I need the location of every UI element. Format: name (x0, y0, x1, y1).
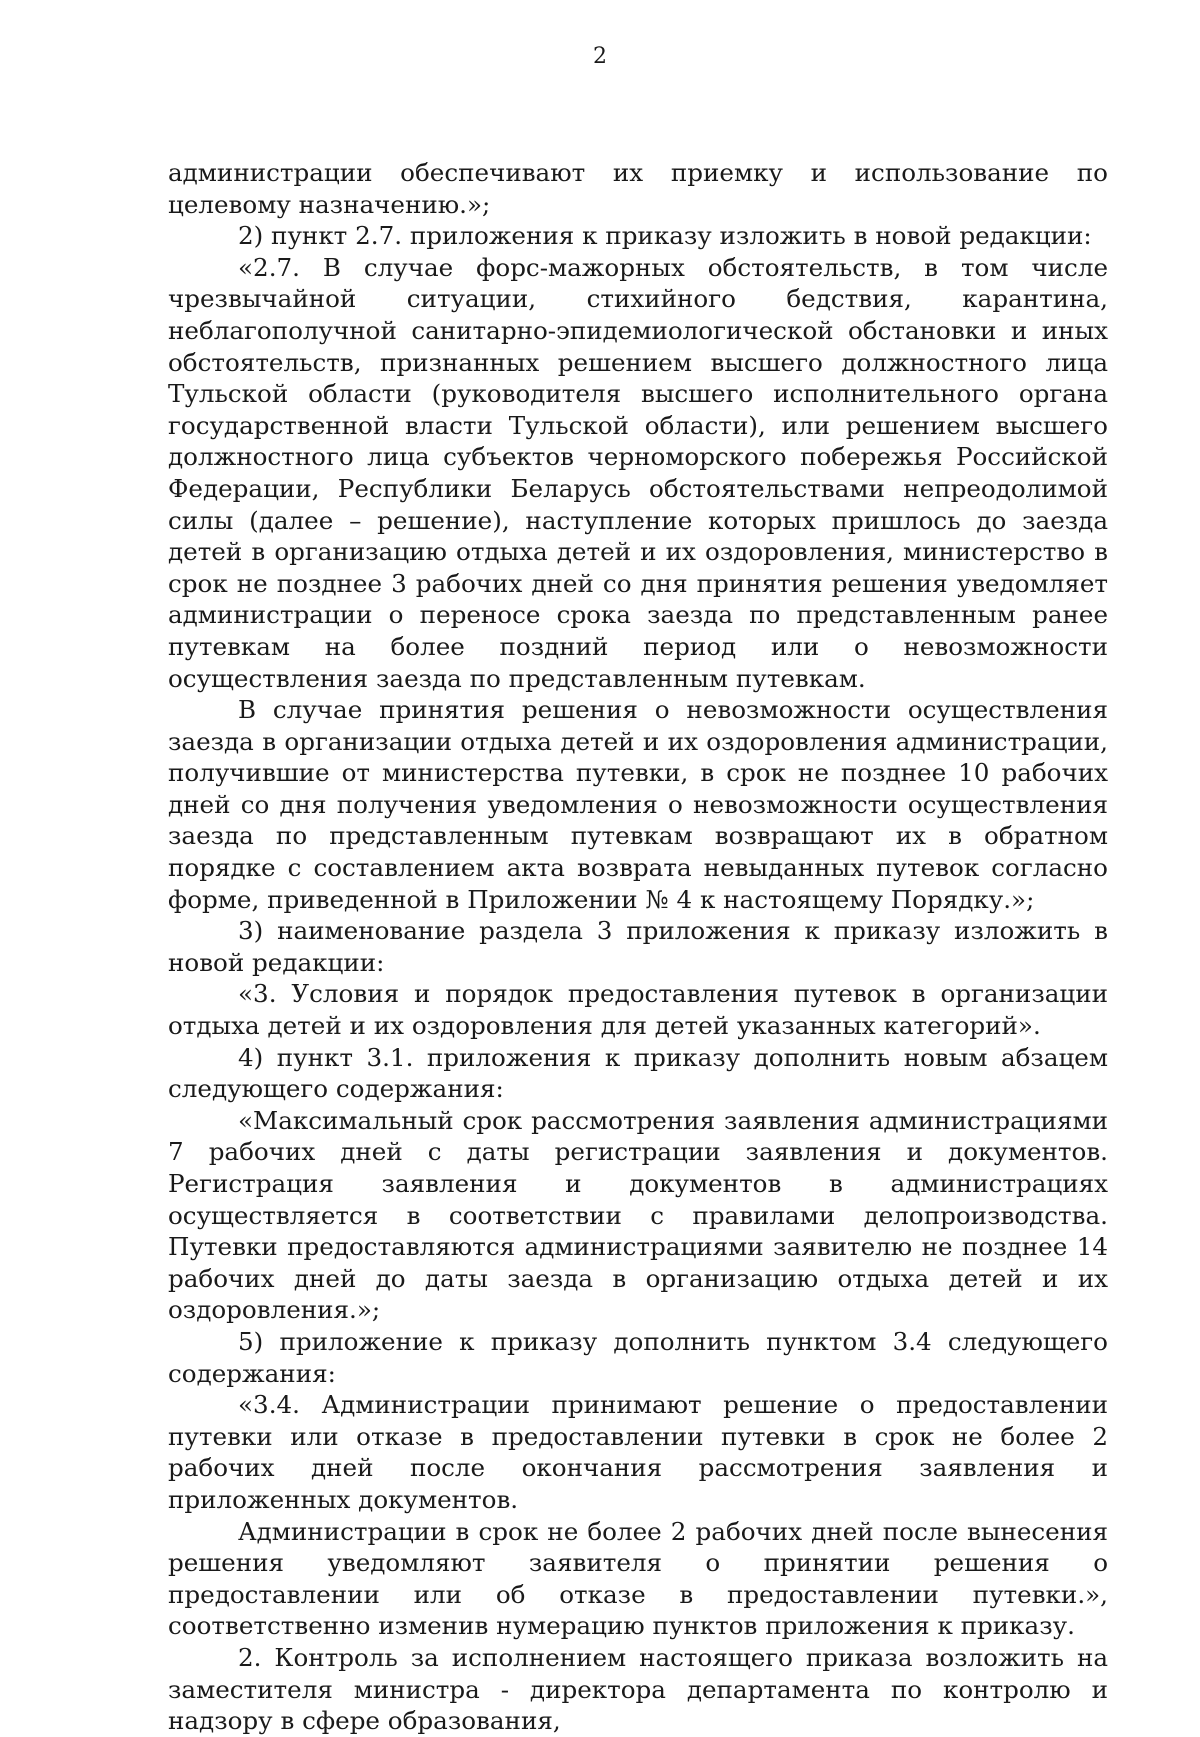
paragraph-11: Администрации в срок не более 2 рабочих дней после вынесения решения уведомляют заявителя о принятии решения о предоставлении или об отказе в предоставлении путевки.», соответственно изменив нумерацию пунктов приложения к приказу. (168, 1516, 1108, 1641)
paragraph-9: 5) приложение к приказу дополнить пунктом 3.4 следующего содержания: (168, 1326, 1108, 1388)
paragraph-7: 4) пункт 3.1. приложения к приказу дополнить новым абзацем следующего содержания: (168, 1042, 1108, 1104)
paragraph-12: 2. Контроль за исполнением настоящего приказа возложить на заместителя министра - директора департамента по контролю и надзору в сфере образования, (168, 1642, 1108, 1736)
page-number: 2 (593, 44, 607, 69)
paragraph-6: «3. Условия и порядок предоставления путевок в организации отдыха детей и их оздоровления для детей указанных категорий». (168, 979, 1108, 1041)
paragraph-1: администрации обеспечивают их приемку и использование по целевому назначению.»; (168, 158, 1108, 219)
paragraph-8: «Максимальный срок рассмотрения заявления администрациями 7 рабочих дней с даты регистрации заявления и документов. Регистрация заявления и документов в администрациях осуществляется в соответствии с правилами делопроизводства. Путевки предоставляются администрациями заявителю не позднее 14 рабочих дней до даты заезда в организацию отдыха детей и их оздоровления.»; (168, 1105, 1108, 1325)
paragraph-3: «2.7. В случае форс-мажорных обстоятельств, в том числе чрезвычайной ситуации, стихийного бедствия, карантина, неблагополучной санитарно-эпидемиологической обстановки и иных обстоятельств, признанных решением высшего должностного лица Тульской области (руководителя высшего исполнительного органа государственной власти Тульской области), или решением высшего должностного лица субъектов черноморского побережья Российской Федерации, Республики Беларусь обстоятельствами непреодолимой силы (далее – решение), наступление которых пришлось до заезда детей в организацию отдыха детей и их оздоровления, министерство в срок не позднее 3 рабочих дней со дня принятия решения уведомляет администрации о переносе срока заезда по представленным ранее путевкам на более поздний период или о невозможности осуществления заезда по представленным путевкам. (168, 252, 1108, 693)
paragraph-4: В случае принятия решения о невозможности осуществления заезда в организации отдыха детей и их оздоровления администрации, получившие от министерства путевки, в срок не позднее 10 рабочих дней со дня получения уведомления о невозможности осуществления заезда по представленным путевкам возвращают их в обратном порядке с составлением акта возврата невыданных путевок согласно форме, приведенной в Приложении № 4 к настоящему Порядку.»; (168, 695, 1108, 914)
paragraph-2: 2) пункт 2.7. приложения к приказу изложить в новой редакции: (238, 221, 1092, 251)
paragraph-10: «3.4. Администрации принимают решение о предоставлении путевки или отказе в предоставлении путевки в срок не более 2 рабочих дней после окончания рассмотрения заявления и приложенных документов. (168, 1390, 1108, 1514)
document-body (168, 157, 1108, 1737)
paragraph-5: 3) наименование раздела 3 приложения к приказу изложить в новой редакции: (168, 916, 1108, 977)
